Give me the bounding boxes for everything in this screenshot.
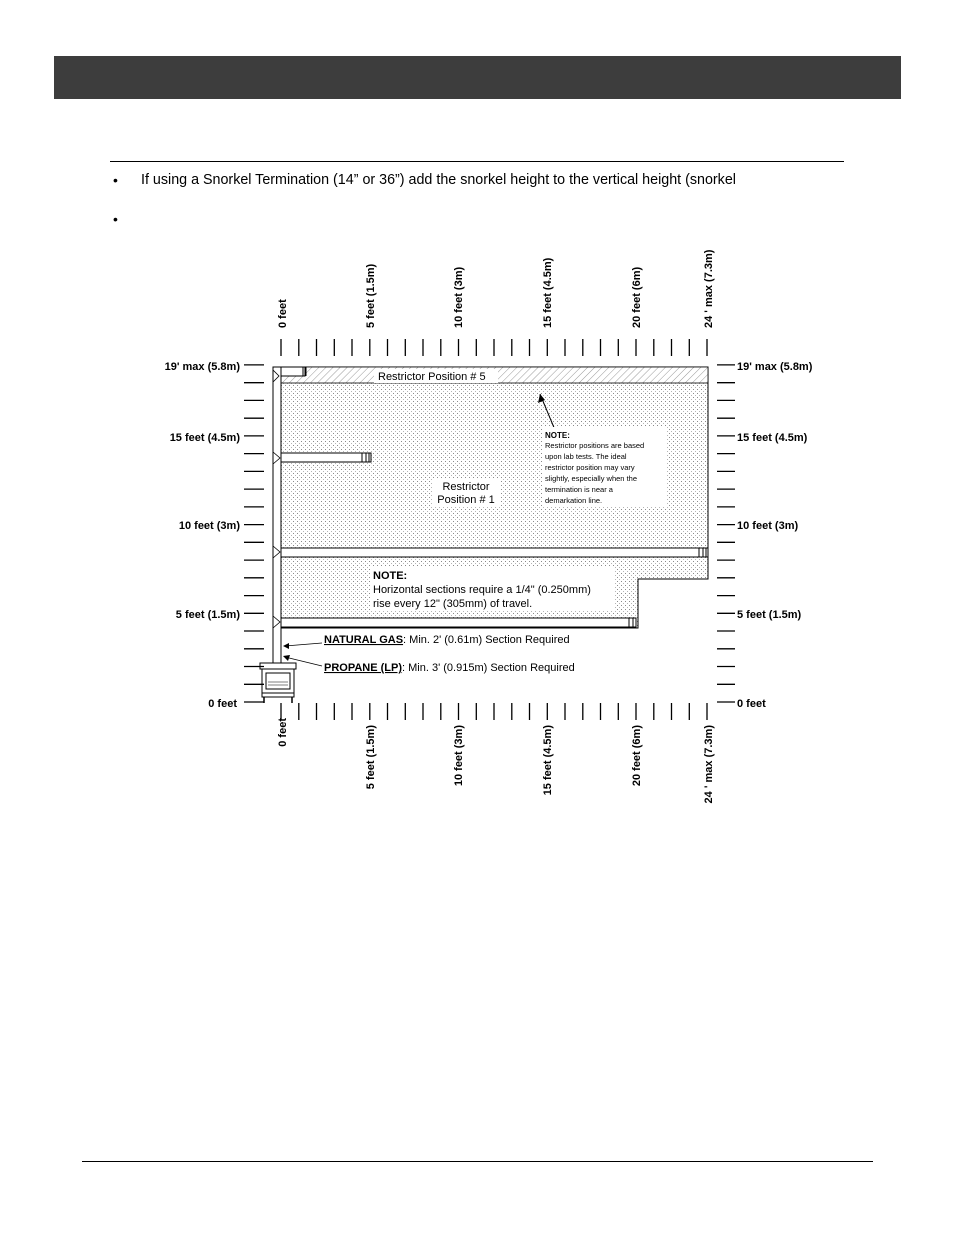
propane-bold: PROPANE (LP) bbox=[324, 662, 403, 674]
note1-line: termination is near a bbox=[545, 485, 613, 494]
propane-arrow bbox=[283, 655, 290, 661]
left-axis-ticks bbox=[244, 365, 264, 702]
left-label-15ft: 15 feet (4.5m) bbox=[169, 432, 240, 444]
top-label-20ft: 20 feet (6m) bbox=[631, 266, 643, 328]
left-label-10ft: 10 feet (3m) bbox=[178, 520, 240, 532]
stove-icon bbox=[260, 663, 296, 703]
right-label-19ft: 19' max (5.8m) bbox=[737, 361, 813, 373]
bottom-axis-ticks bbox=[281, 703, 707, 720]
horizontal-pipe-5ft bbox=[273, 616, 636, 628]
natural-gas-arrow bbox=[283, 643, 289, 649]
bottom-label-24ft: 24 ' max (7.3m) bbox=[703, 725, 715, 804]
note2-line2: rise every 12" (305mm) of travel. bbox=[373, 598, 533, 610]
natural-gas-leader bbox=[285, 643, 322, 646]
bottom-label-20ft: 20 feet (6m) bbox=[631, 725, 643, 787]
right-label-5ft: 5 feet (1.5m) bbox=[737, 609, 802, 621]
vertical-vent-pipe bbox=[273, 367, 281, 663]
bottom-label-15ft: 15 feet (4.5m) bbox=[542, 725, 554, 796]
horizontal-pipe-10ft bbox=[273, 546, 708, 558]
right-axis-ticks bbox=[717, 365, 735, 702]
note1-line: demarkation line. bbox=[545, 496, 603, 505]
note1-line: upon lab tests. The ideal bbox=[545, 452, 627, 461]
left-label-19ft: 19' max (5.8m) bbox=[164, 361, 240, 373]
right-label-10ft: 10 feet (3m) bbox=[737, 520, 799, 532]
restrictor-1-label-line1: Restrictor bbox=[442, 481, 490, 493]
propane-text: : Min. 3' (0.915m) Section Required bbox=[402, 662, 575, 674]
note2-title: NOTE: bbox=[373, 570, 408, 582]
left-label-5ft: 5 feet (1.5m) bbox=[175, 609, 240, 621]
propane-label bbox=[324, 662, 575, 674]
top-label-10ft: 10 feet (3m) bbox=[453, 266, 465, 328]
right-label-0ft: 0 feet bbox=[737, 698, 766, 710]
note2-line1: Horizontal sections require a 1/4" (0.250mm) bbox=[373, 584, 591, 596]
left-label-0ft: 0 feet bbox=[208, 698, 237, 710]
note1-line: Restrictor positions are based bbox=[545, 441, 645, 450]
restrictor-5-label: Restrictor Position # 5 bbox=[378, 371, 486, 383]
right-label-15ft: 15 feet (4.5m) bbox=[737, 432, 808, 444]
natural-gas-bold: NATURAL GAS bbox=[324, 634, 404, 646]
bottom-label-0ft: 0 feet bbox=[277, 718, 289, 747]
bullet-marker: • bbox=[113, 172, 118, 188]
note1-line: restrictor position may vary bbox=[545, 463, 635, 472]
top-label-24ft: 24 ' max (7.3m) bbox=[703, 249, 715, 328]
note1-line: slightly, especially when the bbox=[545, 474, 637, 483]
snorkel-bullet-text: If using a Snorkel Termination (14” or 36”) add the snorkel height to the vertical height (snorkel bbox=[141, 172, 736, 188]
bottom-label-10ft: 10 feet (3m) bbox=[453, 725, 465, 787]
top-label-0ft: 0 feet bbox=[277, 299, 289, 328]
bullet-marker: • bbox=[113, 211, 118, 227]
top-label-15ft: 15 feet (4.5m) bbox=[542, 257, 554, 328]
natural-gas-label bbox=[324, 634, 570, 646]
bottom-label-5ft: 5 feet (1.5m) bbox=[365, 725, 377, 790]
horizontal-pipe-15ft bbox=[273, 452, 371, 464]
top-axis-ticks bbox=[281, 339, 707, 356]
top-label-5ft: 5 feet (1.5m) bbox=[365, 263, 377, 328]
note1-title: NOTE: bbox=[545, 431, 570, 440]
restrictor-1-label-line2: Position # 1 bbox=[437, 494, 495, 506]
bottom-rule bbox=[82, 1161, 873, 1162]
natural-gas-text: : Min. 2' (0.61m) Section Required bbox=[403, 634, 570, 646]
